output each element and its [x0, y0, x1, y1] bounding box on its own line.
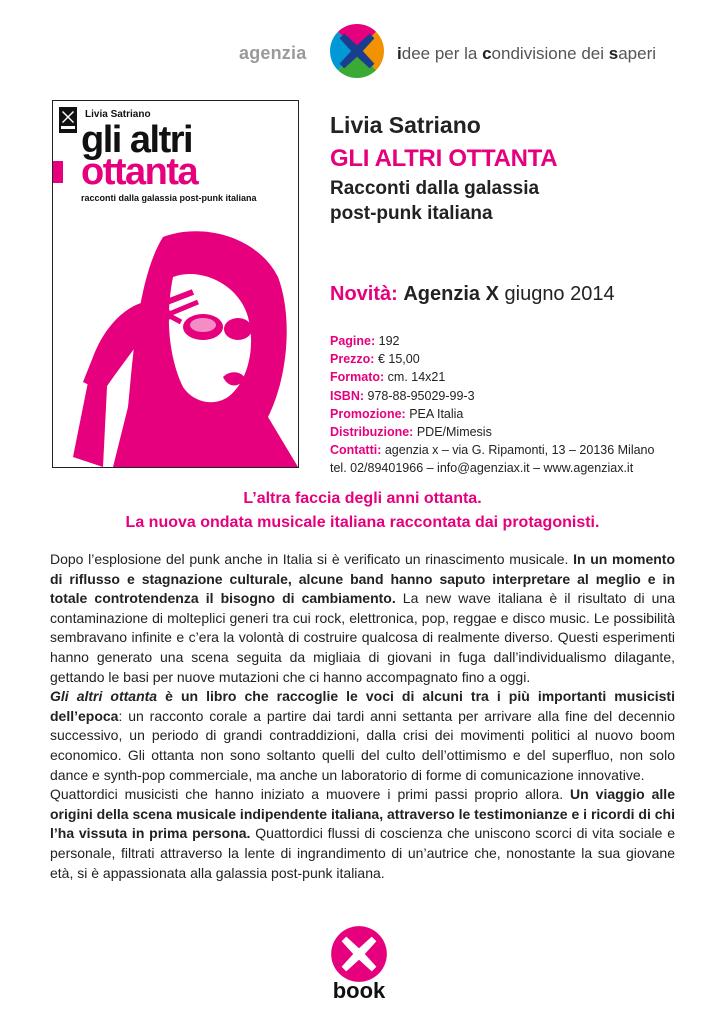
detail-row [330, 350, 654, 368]
body-paragraph [50, 785, 675, 883]
body-text-segment: Dopo l’esplosione del punk anche in Italia si è verificato un rinascimento musicale. [50, 551, 574, 567]
book-subtitle-line: post-punk italiana [330, 203, 493, 224]
book-title: GLI ALTRI OTTANTA [330, 145, 558, 172]
detail-value: 192 [378, 334, 400, 348]
body-text-segment: Gli altri ottanta [50, 688, 158, 705]
cover-subtitle: racconti dalla galassia post-punk italiana [81, 193, 257, 203]
cover-x-logo-icon [59, 107, 77, 133]
cover-illustration [53, 207, 298, 467]
detail-value: PEA Italia [409, 406, 464, 421]
tagline-segment: s [608, 44, 619, 63]
header-tagline [397, 44, 656, 64]
body-text-segment: è un libro che raccoglie le voci di alcuni tra i più importanti musicisti dell’epoca [50, 688, 675, 724]
detail-key: Formato: [330, 370, 385, 385]
body-text-segment: In un momento di riflusso e stagnazione culturale, alcune band hanno saputo interpretare al meglio e in totale controtendenza il bisogno di cambiamento. [50, 551, 675, 607]
tagline-segment: aperi [618, 44, 657, 63]
body-text-segment: : un racconto corale a partire dai tardi anni settanta per arrivare alla fine del decennio successivo, un periodo di grandi contraddizioni, dalla crisi dei movimenti politici al nuovo boom economico. Gli ottanta non sono soltanto quelli del culto dell’ottimismo e del superfluo, non solo dance e synth-pop commerciale, ma anche un laboratorio di forme di comunicazione innovative. [50, 707, 675, 783]
tagline-segment: i [397, 44, 402, 63]
body-paragraph [50, 687, 675, 785]
detail-row [330, 423, 654, 441]
agenzia-x-logo-icon [328, 22, 386, 80]
detail-key: Contatti: [330, 443, 382, 458]
detail-value: agenzia x – via G. Ripamonti, 13 – 20136 Milano [384, 443, 655, 458]
book-cover [52, 100, 299, 468]
book-details [330, 332, 654, 478]
body-text-segment: La new wave italiana è il risultato di una contaminazione di molteplici generi tra cui rock, elettronica, pop, reggae e disco music. Le possibilità sembravano infinite e c’era la volontà di costruire qualcosa di realmente diverso. Questi esperimenti hanno generato una scena seguita da migliaia di giovani in fuga dall’individualismo dilagante, gettando le basi per nuove mutazioni che ci hanno accompagnato fino a oggi. [50, 590, 675, 685]
detail-value: PDE/Mimesis [416, 425, 492, 440]
body-text-segment: Quattordici flussi di coscienza che uniscono scorci di vita sociale e personale, filtrati attraverso la lente di ingrandimento di un’autrice che, nonostante la sua giovane età, si è appassionata alla galassia post-punk italiana. [50, 825, 676, 881]
cover-accent-bar [53, 161, 63, 183]
publisher-name: Agenzia X [403, 283, 499, 305]
body-text [50, 550, 675, 883]
detail-key: ISBN: [330, 388, 365, 403]
detail-row [330, 441, 654, 459]
body-text-segment: Quattordici musicisti che hanno iniziato a muovere i primi passi proprio allora. [50, 786, 571, 803]
headline [0, 487, 725, 535]
headline-line: L’altra faccia degli anni ottanta. [243, 490, 482, 507]
headline-line: La nuova ondata musicale italiana raccontata dai protagonisti. [125, 514, 600, 531]
tagline-segment: ondivisione dei [491, 44, 609, 63]
detail-value: € 15,00 [377, 352, 420, 367]
cover-title-line2: ottanta [81, 151, 198, 193]
cover-author: Livia Satriano [85, 109, 151, 120]
detail-row [330, 368, 654, 386]
release-info [330, 283, 615, 306]
book-author: Livia Satriano [330, 112, 481, 138]
detail-value: cm. 14x21 [387, 370, 446, 385]
novita-label: Novità: [330, 283, 398, 305]
header-agenzia-label: agenzia [239, 43, 307, 63]
tagline-segment: dee per la [401, 44, 483, 63]
detail-row [330, 405, 654, 423]
detail-key: Prezzo: [330, 352, 375, 367]
footer-book-label: book [332, 978, 386, 1003]
detail-row [330, 459, 654, 477]
detail-row [330, 387, 654, 405]
book-subtitle-line: Racconti dalla galassia [330, 178, 540, 199]
detail-key: Promozione: [330, 406, 406, 421]
book-subtitle [330, 176, 539, 226]
detail-key: Distribuzione: [330, 425, 414, 440]
detail-value: 978-88-95029-99-3 [367, 388, 475, 403]
detail-row [330, 332, 654, 350]
x-book-logo-icon [330, 925, 388, 983]
release-date: giugno 2014 [504, 283, 615, 305]
detail-value: tel. 02/89401966 – info@agenziax.it – www.agenziax.it [330, 461, 634, 476]
body-paragraph [50, 550, 675, 687]
body-text-segment: Un viaggio alle origini della scena musicale indipendente italiana, attraverso le testimonianze e i ricordi di chi l’ha vissuta in prima persona. [50, 786, 675, 842]
detail-key: Pagine: [330, 334, 376, 348]
cover-title-line1: gli altri [81, 119, 193, 161]
tagline-segment: c [482, 44, 492, 63]
